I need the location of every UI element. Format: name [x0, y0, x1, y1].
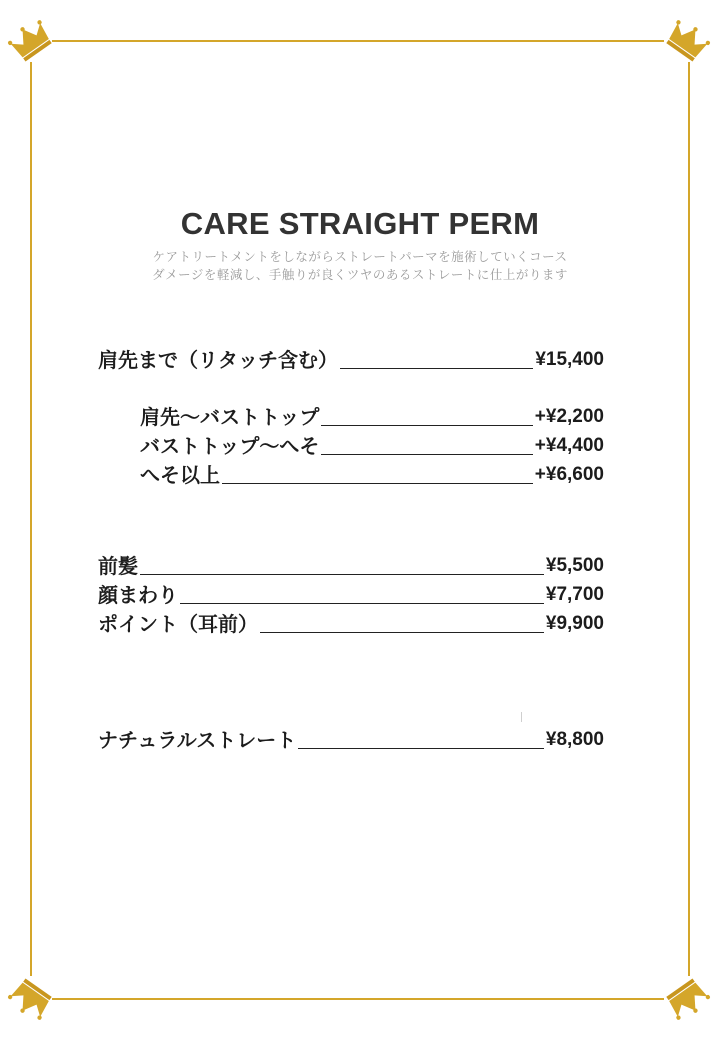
page-title: CARE STRAIGHT PERM	[180, 206, 540, 241]
menu-item-label: ポイント（耳前）	[98, 612, 258, 636]
menu-item-label: 顔まわり	[98, 583, 178, 607]
subtitle-line-1: ケアトリートメントをしながらストレートパーマを施術していくコース	[152, 249, 568, 264]
leader-line	[321, 424, 532, 426]
menu-item-partial	[98, 608, 604, 636]
crown-icon	[662, 15, 713, 64]
menu-item-partial	[98, 579, 604, 607]
frame-left-border	[30, 62, 32, 976]
menu-item-base	[98, 344, 604, 372]
menu-item-label: バストトップ～へそ	[140, 434, 320, 458]
menu-item-price: +¥6,600	[534, 464, 604, 485]
menu-item-label: ナチュラルストレート	[98, 728, 297, 752]
frame-right-border	[688, 62, 690, 976]
menu-item-price: ¥8,800	[545, 729, 604, 750]
leader-line	[180, 602, 544, 604]
menu-item-price: +¥2,200	[534, 406, 604, 427]
frame-bottom-border	[52, 998, 664, 1000]
menu-item-extra	[140, 430, 604, 458]
leader-line	[298, 747, 544, 749]
leader-line	[340, 367, 533, 369]
menu-item-partial	[98, 550, 604, 578]
menu-item-label: 肩先～バストトップ	[140, 405, 320, 429]
menu-item-price: ¥5,500	[545, 555, 604, 576]
crown-icon	[4, 15, 55, 64]
leader-line	[321, 453, 532, 455]
menu-item-price: ¥15,400	[535, 349, 604, 370]
menu-item-price: ¥7,700	[545, 584, 604, 605]
menu-item-label: 前髪	[98, 554, 138, 578]
menu-item-label: 肩先まで（リタッチ含む）	[98, 348, 338, 372]
leader-line	[140, 573, 544, 575]
menu-item-extra	[140, 459, 604, 487]
leader-line	[260, 631, 544, 633]
subtitle-line-2: ダメージを軽減し、手触りが良くツヤのあるストレートに仕上がります	[152, 267, 568, 282]
crown-icon	[4, 975, 55, 1024]
menu-item-price: ¥9,900	[545, 613, 604, 634]
leader-line	[222, 482, 533, 484]
menu-item-label: へそ以上	[140, 463, 220, 487]
stray-mark	[521, 712, 522, 722]
crown-icon	[662, 975, 713, 1024]
frame-top-border	[52, 40, 664, 42]
menu-item-price: +¥4,400	[534, 435, 604, 456]
menu-item-natural	[98, 724, 604, 752]
menu-item-extra	[140, 401, 604, 429]
